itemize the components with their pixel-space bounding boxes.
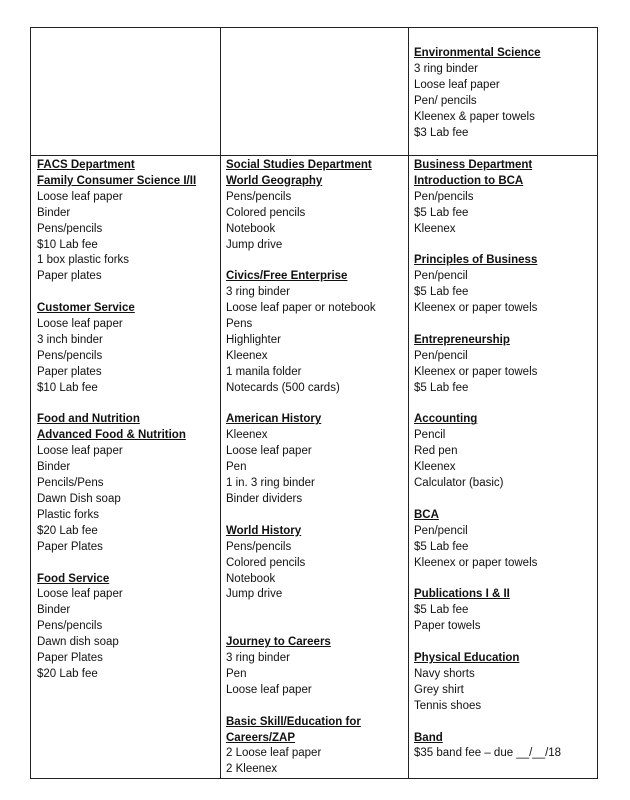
list-item: Binder dividers (226, 493, 303, 505)
list-item: Kleenex (414, 222, 456, 235)
list-item: Pens/pencils (37, 222, 103, 235)
course-heading: Introduction to BCA (414, 174, 524, 187)
list-item: Grey shirt (414, 683, 464, 696)
list-item: Plastic forks (37, 508, 99, 521)
list-item: 1 manila folder (226, 365, 302, 378)
list-item: 3 inch binder (37, 333, 103, 346)
list-item: Tennis shoes (414, 699, 482, 712)
list-item: Pencil (414, 429, 446, 442)
list-item: Pencils/Pens (37, 477, 104, 490)
list-item: Notecards (500 cards) (226, 381, 340, 394)
list-item: Kleenex or paper towels (414, 365, 538, 378)
list-item: Loose leaf paper (37, 445, 123, 458)
course-heading: Physical Education (414, 652, 520, 664)
list-item: Pens (226, 318, 253, 331)
list-item: Loose leaf paper (414, 78, 500, 91)
list-item: Loose leaf paper (37, 318, 123, 331)
list-item: 3 ring binder (226, 652, 290, 665)
list-item: Binder (37, 461, 71, 474)
list-item: $10 Lab fee (37, 381, 98, 394)
list-item: Jump drive (226, 238, 283, 251)
course-heading: World History (226, 524, 302, 537)
course-heading: Food and Nutrition (37, 413, 140, 426)
list-item: Binder (37, 206, 71, 219)
facs-department-cell (32, 158, 220, 683)
list-item: $5 Lab fee (414, 381, 469, 394)
course-heading: BCA (414, 508, 439, 521)
list-item: Loose leaf paper (226, 445, 312, 458)
list-item: Pens/pencils (37, 349, 103, 362)
course-heading: Basic Skill/Education for (226, 715, 361, 728)
list-item: Paper Plates (37, 652, 103, 665)
department-heading: FACS Department (37, 159, 135, 171)
course-heading: Publications I & II (414, 588, 510, 601)
list-item: $3 Lab fee (414, 126, 469, 139)
course-heading: American History (226, 413, 322, 426)
list-item: $20 Lab fee (37, 667, 98, 680)
list-item: 3 ring binder (226, 286, 290, 299)
list-item: Binder (37, 604, 71, 617)
list-item: Loose leaf paper (226, 683, 312, 696)
list-item: Pen/pencils (414, 190, 474, 203)
list-item: Pens/pencils (226, 190, 292, 203)
course-heading: Careers/ZAP (226, 731, 296, 744)
list-item: Pen (226, 461, 247, 474)
course-heading: Family Consumer Science I/II (37, 174, 197, 187)
list-item: Paper plates (37, 270, 102, 283)
list-item: Pens/pencils (37, 620, 103, 633)
course-heading: Entrepreneurship (414, 333, 510, 346)
course-heading: Band (414, 731, 443, 744)
list-item: Loose leaf paper (37, 588, 123, 601)
list-item: $5 Lab fee (414, 206, 469, 219)
list-item: Pen (226, 667, 247, 680)
list-item: 2 Kleenex (226, 763, 278, 776)
list-item: $10 Lab fee (37, 238, 98, 251)
course-heading: Principles of Business (414, 254, 538, 267)
business-department-cell (409, 158, 597, 762)
list-item: Pen/ pencils (414, 94, 477, 107)
list-item: Kleenex (226, 349, 268, 362)
course-heading: Environmental Science (414, 47, 541, 59)
list-item: Notebook (226, 222, 276, 235)
list-item: Navy shorts (414, 667, 475, 680)
list-item: Colored pencils (226, 556, 306, 569)
social-studies-department-cell (221, 158, 408, 778)
list-item: 2 Loose leaf paper (226, 747, 322, 760)
environmental-science-cell (409, 46, 597, 141)
course-heading: Advanced Food & Nutrition (37, 429, 186, 442)
list-item: Paper plates (37, 365, 102, 378)
course-heading: Food Service (37, 572, 110, 585)
list-item: Kleenex (414, 461, 456, 474)
list-item: 3 ring binder (414, 62, 478, 75)
list-item: Paper Plates (37, 540, 103, 553)
list-item: Kleenex or paper towels (414, 556, 538, 569)
course-heading: World Geography (226, 174, 323, 187)
list-item: 1 box plastic forks (37, 254, 130, 267)
list-item: $5 Lab fee (414, 286, 469, 299)
course-heading: Journey to Careers (226, 636, 331, 649)
list-item: $5 Lab fee (414, 540, 469, 553)
list-item: Pen/pencil (414, 349, 468, 362)
list-item: Pen/pencil (414, 524, 468, 537)
list-item: Dawn dish soap (37, 636, 119, 649)
list-item: Loose leaf paper or notebook (226, 302, 376, 315)
list-item: Notebook (226, 572, 276, 585)
list-item: 1 in. 3 ring binder (226, 477, 315, 490)
list-item: Kleenex & paper towels (414, 110, 535, 123)
list-item: Kleenex or paper towels (414, 302, 538, 315)
list-item: $35 band fee – due __/__/18 (414, 747, 562, 760)
list-item: Colored pencils (226, 206, 306, 219)
course-heading: Accounting (414, 413, 478, 426)
row-divider (31, 155, 597, 156)
list-item: Dawn Dish soap (37, 493, 121, 505)
department-heading: Business Department (414, 159, 533, 171)
list-item: Paper towels (414, 620, 481, 633)
list-item: $20 Lab fee (37, 524, 98, 537)
list-item: Red pen (414, 445, 458, 458)
list-item: Highlighter (226, 333, 281, 346)
supply-list-table (30, 27, 598, 779)
list-item: Pens/pencils (226, 540, 292, 553)
list-item: Kleenex (226, 429, 268, 442)
course-heading: Customer Service (37, 302, 135, 315)
course-heading: Civics/Free Enterprise (226, 270, 348, 283)
list-item: Loose leaf paper (37, 190, 123, 203)
list-item: $5 Lab fee (414, 604, 469, 617)
department-heading: Social Studies Department (226, 159, 372, 171)
list-item: Jump drive (226, 588, 283, 601)
list-item: Calculator (basic) (414, 477, 504, 490)
list-item: Pen/pencil (414, 270, 468, 283)
